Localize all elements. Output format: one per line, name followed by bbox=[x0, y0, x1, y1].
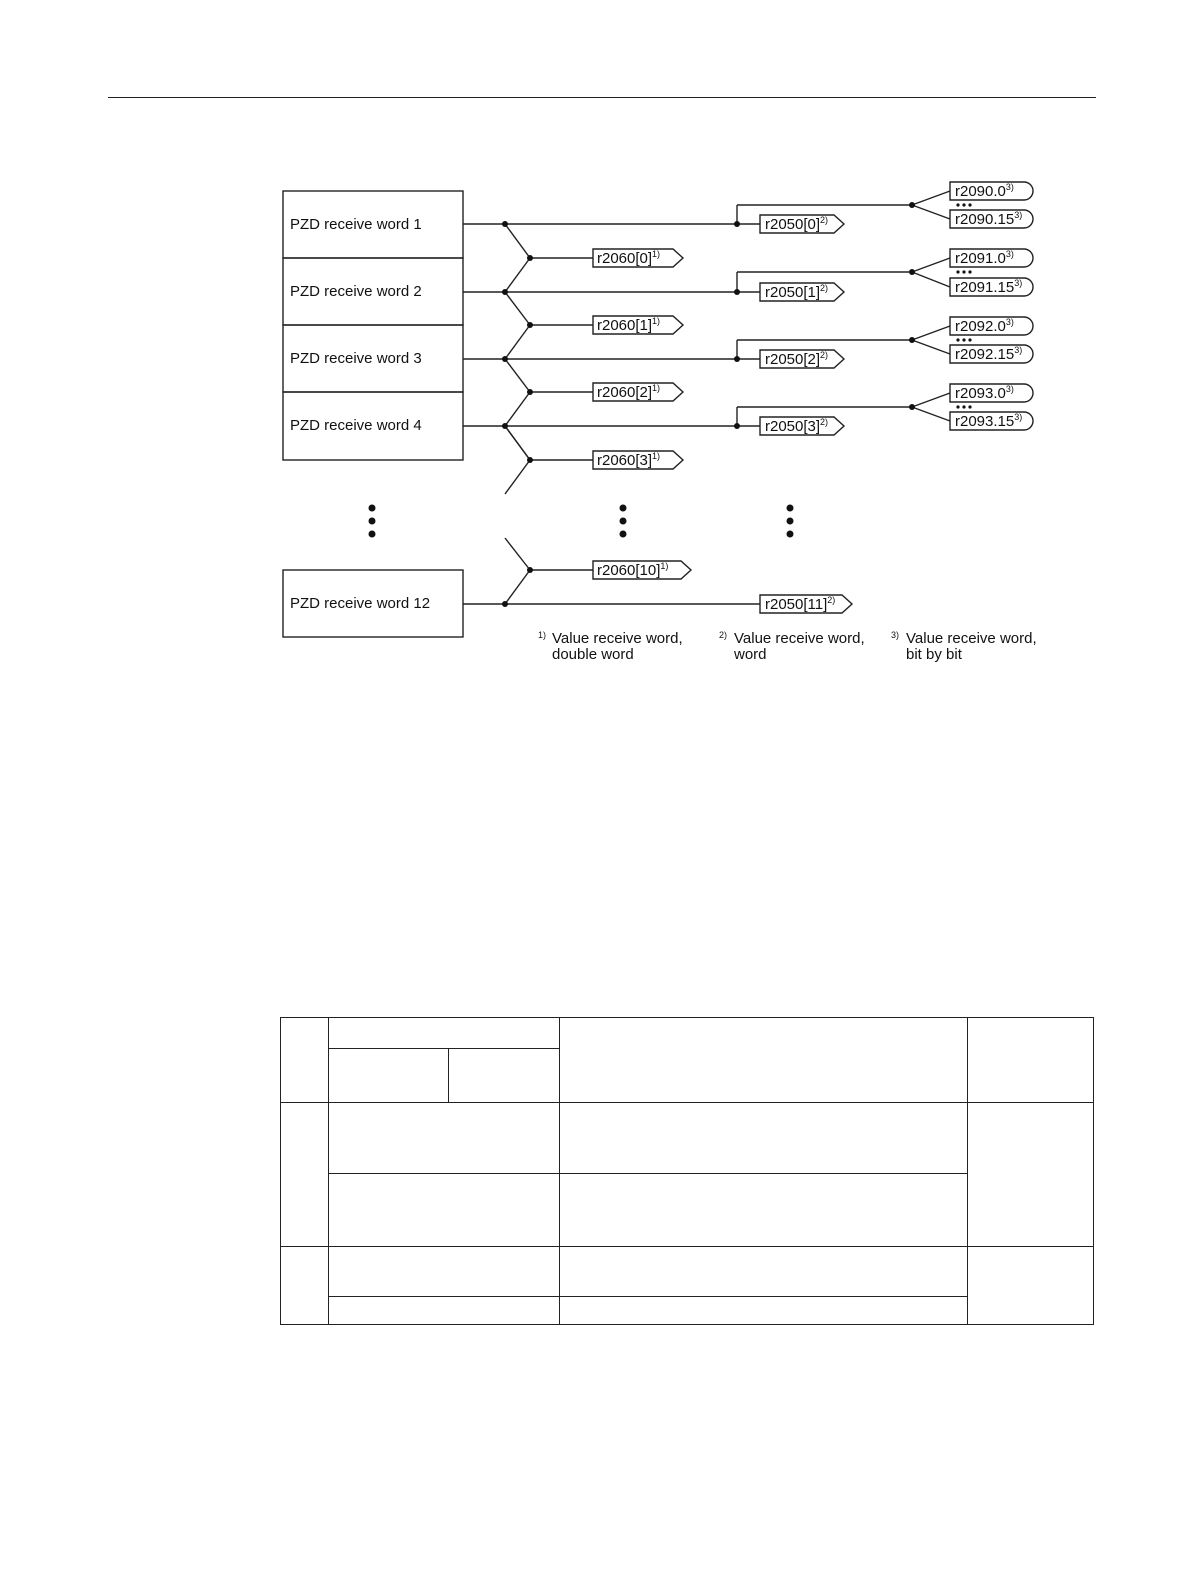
table-cell bbox=[329, 1246, 560, 1296]
table-cell bbox=[560, 1246, 968, 1296]
table-cell bbox=[329, 1018, 560, 1049]
parameter-table bbox=[280, 1017, 1094, 1325]
table-cell bbox=[968, 1103, 1094, 1246]
r2060-label: $r2060[1]^{1)}$ bbox=[597, 316, 661, 334]
receive-word-label: PZD receive word 1 bbox=[290, 216, 422, 233]
footnote-mark: 2) bbox=[719, 630, 728, 640]
table-cell bbox=[560, 1018, 968, 1103]
table-cell bbox=[329, 1174, 560, 1246]
receive-word-label: PZD receive word 3 bbox=[290, 350, 422, 367]
receive-word-label: PZD receive word 12 bbox=[290, 595, 431, 612]
continuation-dots bbox=[369, 505, 794, 538]
r2050-label: $r2050[0]^{2)}$ bbox=[765, 215, 829, 233]
r2060-label: $r2060[3]^{1)}$ bbox=[597, 451, 661, 469]
table-cell bbox=[968, 1018, 1094, 1103]
bit-label-first: r2091.0$^{3)}$ bbox=[955, 249, 1014, 267]
r2050-label: $r2050[3]^{2)}$ bbox=[765, 417, 829, 435]
table-cell bbox=[560, 1103, 968, 1174]
footnote-line1: Value receive word, bbox=[906, 630, 1037, 647]
table-cell bbox=[329, 1049, 449, 1103]
table-cell bbox=[281, 1103, 329, 1246]
bit-label-first: r2092.0$^{3)}$ bbox=[955, 317, 1014, 335]
table-cell bbox=[329, 1296, 560, 1324]
footnote-mark: 3) bbox=[891, 630, 900, 640]
footnote-mark: 1) bbox=[538, 630, 547, 640]
footnotes bbox=[538, 630, 1037, 663]
bit-label-first: r2093.0$^{3)}$ bbox=[955, 384, 1014, 402]
bit-label-last: r2090.15$^{3)}$ bbox=[955, 210, 1023, 228]
bit-label-first: r2090.0$^{3)}$ bbox=[955, 182, 1014, 200]
table-cell bbox=[560, 1296, 968, 1324]
footnote-line2: bit by bit bbox=[906, 646, 962, 663]
receive-word-label: PZD receive word 2 bbox=[290, 283, 422, 300]
r2060-label: $r2060[2]^{1)}$ bbox=[597, 383, 661, 401]
pzd-receive-diagram bbox=[0, 0, 1191, 700]
table-cell bbox=[281, 1246, 329, 1324]
table-cell bbox=[449, 1049, 560, 1103]
r2050-label: $r2050[2]^{2)}$ bbox=[765, 350, 829, 368]
r2050-label: $r2050[11]^{2)}$ bbox=[765, 595, 836, 613]
r2050-label: $r2050[1]^{2)}$ bbox=[765, 283, 829, 301]
bit-label-last: r2092.15$^{3)}$ bbox=[955, 345, 1023, 363]
table-cell bbox=[329, 1103, 560, 1174]
bit-label-last: r2091.15$^{3)}$ bbox=[955, 278, 1023, 296]
receive-word-label: PZD receive word 4 bbox=[290, 417, 422, 434]
footnote-line2: double word bbox=[552, 646, 634, 663]
r2060-label: $r2060[0]^{1)}$ bbox=[597, 249, 661, 267]
footnote-line2: word bbox=[734, 646, 767, 663]
footnote-line1: Value receive word, bbox=[552, 630, 683, 647]
r2060-label: $r2060[10]^{1)}$ bbox=[597, 561, 669, 579]
footnote-line1: Value receive word, bbox=[734, 630, 865, 647]
table-cell bbox=[560, 1174, 968, 1246]
bit-label-last: r2093.15$^{3)}$ bbox=[955, 412, 1023, 430]
table-cell bbox=[968, 1246, 1094, 1324]
table-cell bbox=[281, 1018, 329, 1103]
